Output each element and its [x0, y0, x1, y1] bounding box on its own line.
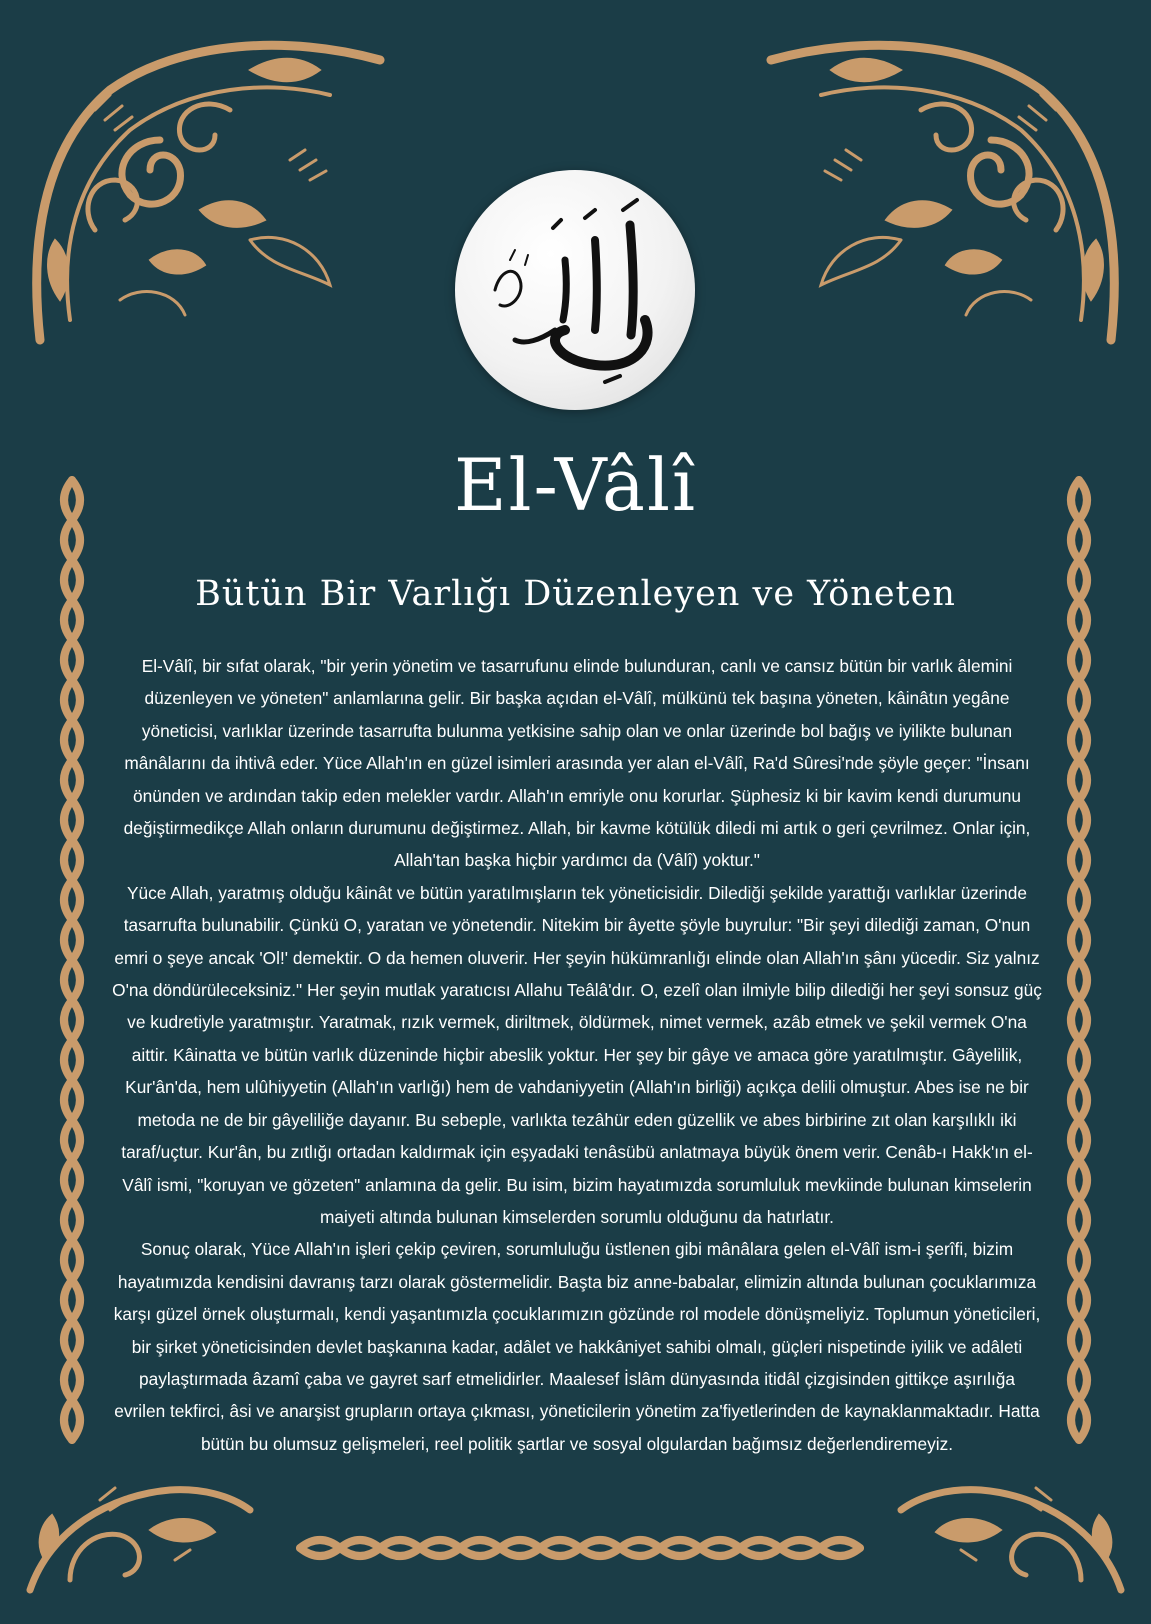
paragraph-2: Yüce Allah, yaratmış olduğu kâinât ve bütün yaratılmışların tek yöneticisidir. Dilediği şekilde yarattığı varlıklar üzerinde tasarrufta bulunabilir. Çünkü O, yaratan ve yönetendir. Nitekim bir âyette şöyle buyrulur: "Bir şeyi dilediği zaman, O'nun emri o şeye ancak 'Ol!' demektir. O da hemen oluverir. Her şeyin hükümranlığı elinde olan Allah'ın şânı yücedir. Siz yalnız O'na döndürüleceksiniz." Her şeyin mutlak yaratıcısı Allahu Teâlâ'dır. O, ezelî olan ilmiyle bilip dilediği her şeyi sonsuz güç ve kudretiyle yaratmıştır. Yaratmak, rızık vermek, diriltmek, öldürmek, nimet vermek, azâb etmek ve şekil vermek O'na aittir. Kâinatta ve bütün varlık düzeninde hiçbir abeslik yoktur. Her şey bir gâye ve amaca göre yaratılmıştır. Gâyelilik, Kur'ân'da, hem ulûhiyyetin (Allah'ın varlığı) hem de vahdaniyyetin (Allah'ın birliği) açıkça delili olmuştur. Abes ise ne bir metoda ne de bir gâyeliliğe dayanır. Bu sebeple, varlıkta tezâhür eden güzellik ve abes birbirine zıt olan karşılıklı iki taraf/uçtur. Kur'ân, bu zıtlığı ortadan kaldırmak için eşyadaki tenâsübü anlatmaya büyük önem verir. Cenâb-ı Hakk'ın el-Vâlî ismi, "koruyan ve gözeten" anlamına da gelir. Bu isim, bizim hayatımızda sorumluluk mevkiinde bulunan kimselerin maiyeti altında bulunan kimselerden sorumlu olduğunu da hatırlatır.	[112, 882, 1042, 1227]
left-rope-border	[64, 480, 80, 1440]
paragraph-1: El-Vâlî, bir sıfat olarak, "bir yerin yönetim ve tasarrufunu elinde bulunduran, canlı ve cansız bütün bir varlık âlemini düzenleyen ve yöneten" anlamlarına gelir. Bir başka açıdan el-Vâlî, mülkünü tek başına yöneten, kâinâtın yegâne yöneticisi, varlıklar üzerinde tasarrufta bulunma yetkisine sahip olan ve onlar üzerinde bol bağış ve iyilikte bulunan mânâlarını da ihtivâ eder. Yüce Allah'ın en güzel isimleri arasında yer alan el-Vâlî, Ra'd Sûresi'nde şöyle geçer: "İnsanı önünden ve ardından takip eden melekler vardır. Allah'ın emriyle onu korurlar. Şüphesiz ki bir kavim kendi durumunu değiştirmedikçe Allah onların durumunu değiştirmez. Allah, bir kavme kötülük diledi mi artık o geri çevrilmez. Onlar için, Allah'tan başka hiçbir yardımcı da (Vâlî) yoktur."	[123, 656, 1031, 871]
right-rope-border	[1071, 480, 1087, 1440]
page-title: El-Vâlî	[453, 443, 698, 527]
paragraph-3: Sonuç olarak, Yüce Allah'ın işleri çekip çeviren, sorumluluğu üstlenen gibi mânâlara gelen el-Vâlî ism-i şerîfi, bizim hayatımızda kendisini davranış tarzı olarak göstermelidir. Başta biz anne-babalar, elimizin altında bulunan çocuklarımıza karşı güzel örnek oluşturmalı, kendi yaşantımızla çocuklarımızın gözünde rol modele dönüşmeliyiz. Toplumun yöneticileri, bir şirket yöneticisinden devlet başkanına kadar, adâlet ve hakkâniyet sahibi olmalı, güçleri nispetinde iyilik ve adâleti paylaştırmada âzamî çaba ve gayret sarf etmelidirler. Maalesef İslâm dünyasında itidâl çizgisinden gittikçe aşırılığa evrilen tekfirci, âsi ve anarşist grupların ortaya çıkması, yöneticilerin yönetim za'fiyetlerinden de kaynaklanmaktadır. Hatta bütün bu olumsuz gelişmeleri, reel politik şartlar ve sosyal olgulardan bağımsız değerlendiremeyiz.	[113, 1239, 1041, 1454]
page-subtitle: Bütün Bir Varlığı Düzenleyen ve Yöneten	[195, 574, 956, 614]
bottom-rope-border	[300, 1540, 860, 1556]
calligraphy-medallion	[455, 170, 695, 410]
article-body	[112, 650, 1042, 1460]
calligraphy-image	[455, 170, 695, 410]
